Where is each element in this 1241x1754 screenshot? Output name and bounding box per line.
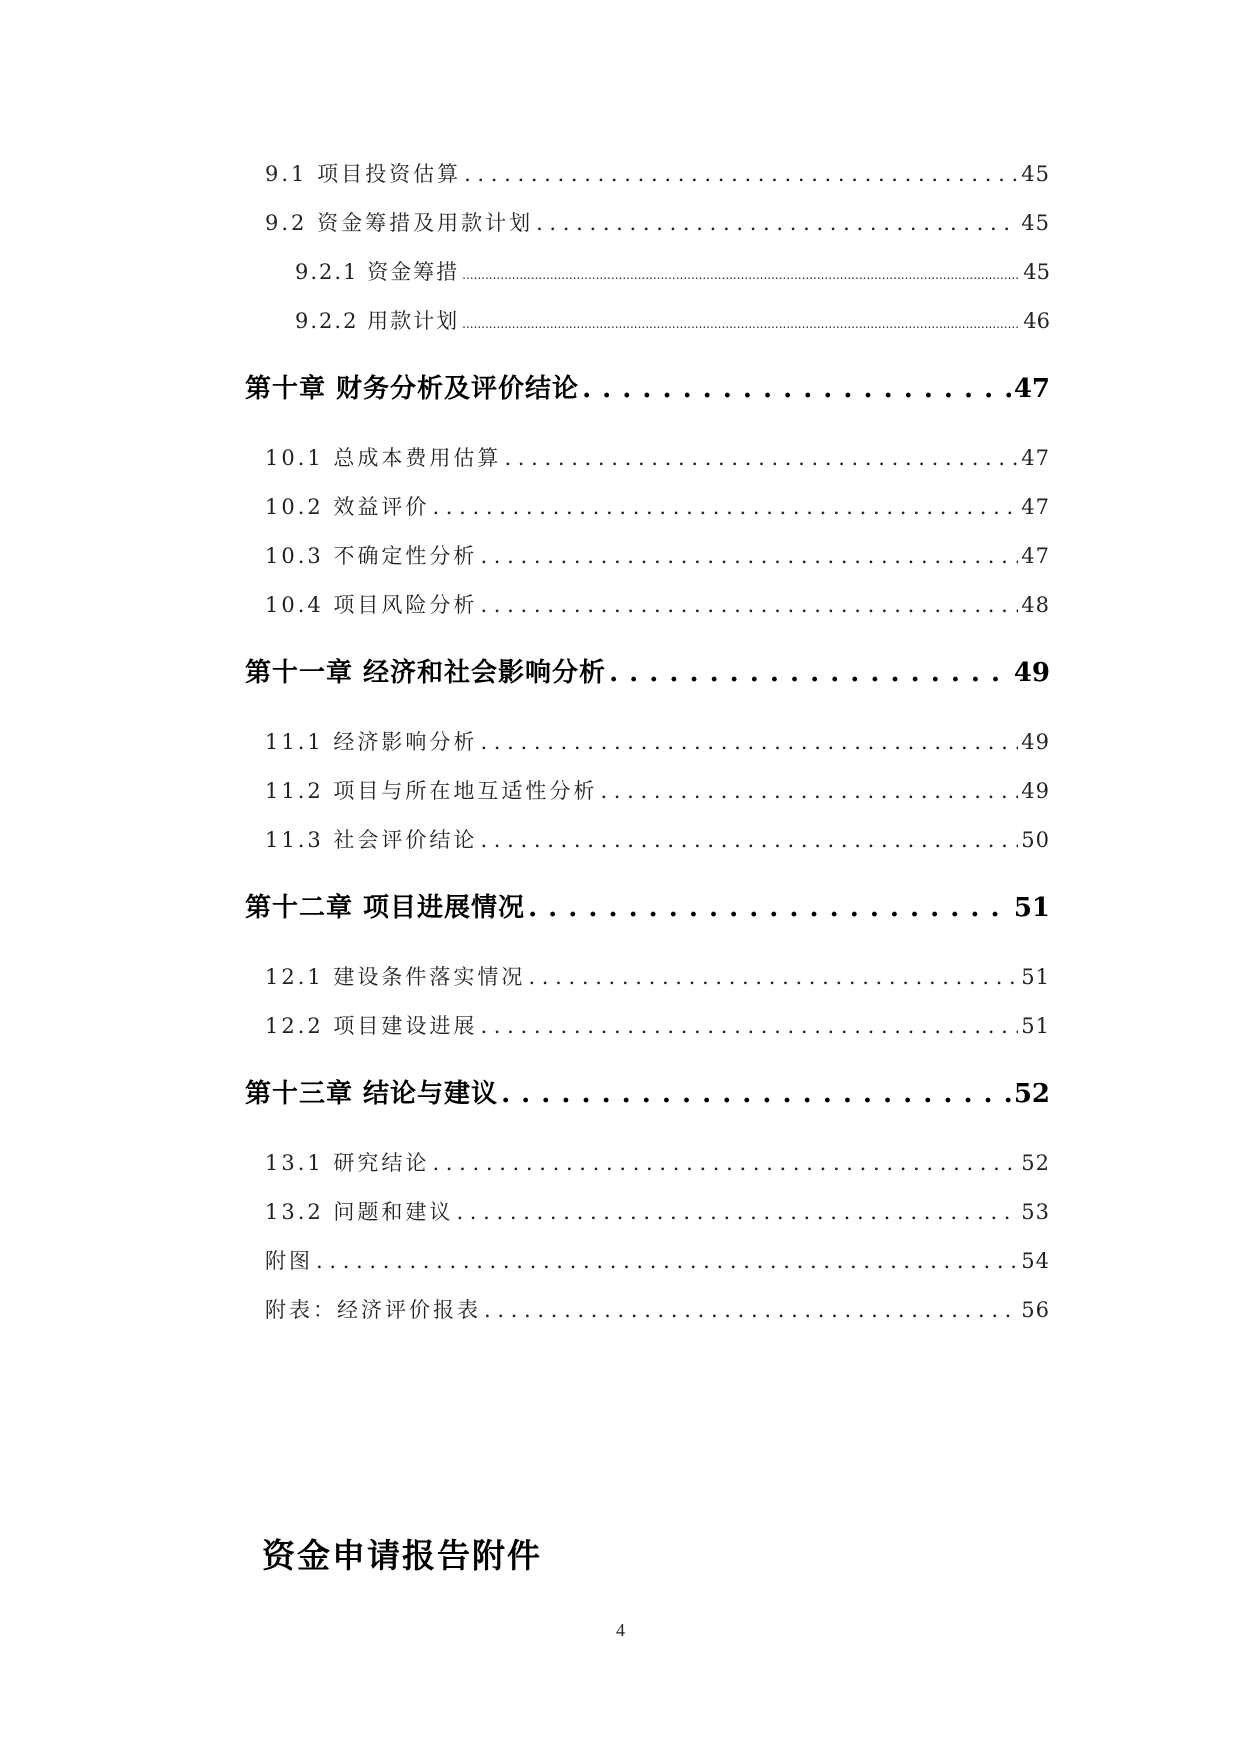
toc-entry-label: 11.3 社会评价结论 bbox=[265, 828, 478, 852]
toc-entry[interactable] bbox=[265, 1295, 1050, 1325]
toc-leader-dots bbox=[582, 370, 1011, 408]
toc-chapter-label: 第十三章 结论与建议 bbox=[245, 1079, 499, 1109]
toc-entry-page: 51 bbox=[1021, 965, 1050, 989]
toc-entry-page: 56 bbox=[1021, 1298, 1050, 1322]
toc-chapter-page: 47 bbox=[1013, 374, 1050, 404]
toc-entry[interactable] bbox=[265, 208, 1050, 238]
toc-leader-dots bbox=[480, 1011, 1018, 1041]
toc-chapter-entry[interactable] bbox=[245, 1075, 1050, 1113]
toc-leader-dots bbox=[501, 1075, 1011, 1113]
toc-entry-label: 9.2 资金筹措及用款计划 bbox=[265, 211, 534, 235]
toc-chapter-page: 49 bbox=[1013, 658, 1050, 688]
toc-chapter-label: 第十一章 经济和社会影响分析 bbox=[245, 658, 607, 688]
toc-entry-page: 47 bbox=[1021, 544, 1050, 568]
toc-entry-label: 11.1 经济影响分析 bbox=[265, 730, 478, 754]
toc-entry-page: 51 bbox=[1021, 1014, 1050, 1038]
toc-leader-dots bbox=[528, 889, 1011, 927]
toc-chapter-entry[interactable] bbox=[245, 654, 1050, 692]
toc-entry-page: 47 bbox=[1021, 495, 1050, 519]
toc-entry-page: 53 bbox=[1021, 1200, 1050, 1224]
toc-leader-dots bbox=[316, 1246, 1018, 1276]
toc-entry[interactable] bbox=[265, 590, 1050, 620]
toc-entry-label: 12.2 项目建设进展 bbox=[265, 1014, 478, 1038]
toc-leader-dots bbox=[462, 257, 1020, 287]
toc-entry[interactable] bbox=[295, 257, 1050, 287]
toc-chapter-entry[interactable] bbox=[245, 370, 1050, 408]
toc-leader-dots bbox=[484, 1295, 1018, 1325]
toc-entry[interactable] bbox=[265, 962, 1050, 992]
toc-leader-dots bbox=[462, 306, 1020, 336]
toc-entry-label: 9.2.2 用款计划 bbox=[295, 309, 460, 333]
toc-entry-label: 10.2 效益评价 bbox=[265, 495, 430, 519]
toc-entry-page: 48 bbox=[1021, 593, 1050, 617]
toc-leader-dots bbox=[456, 1197, 1018, 1227]
toc-chapter-page: 51 bbox=[1013, 893, 1050, 923]
toc-entry[interactable] bbox=[265, 825, 1050, 855]
toc-entry[interactable] bbox=[265, 776, 1050, 806]
toc-entry-page: 46 bbox=[1023, 309, 1050, 333]
page-number: 4 bbox=[616, 1620, 625, 1640]
toc-entry-page: 50 bbox=[1021, 828, 1050, 852]
toc-leader-dots bbox=[480, 590, 1018, 620]
toc-entry-label: 10.1 总成本费用估算 bbox=[265, 446, 502, 470]
toc-entry[interactable] bbox=[265, 443, 1050, 473]
toc-leader-dots bbox=[504, 443, 1018, 473]
toc-leader-dots bbox=[480, 825, 1018, 855]
toc-entry[interactable] bbox=[265, 541, 1050, 571]
toc-leader-dots bbox=[432, 1148, 1018, 1178]
toc-entry-label: 9.1 项目投资估算 bbox=[265, 162, 462, 186]
toc-entry-page: 54 bbox=[1021, 1249, 1050, 1273]
toc-entry-page: 47 bbox=[1021, 446, 1050, 470]
attachment-heading: 资金申请报告附件 bbox=[262, 1536, 542, 1575]
toc-leader-dots bbox=[609, 654, 1011, 692]
toc-entry[interactable] bbox=[265, 1011, 1050, 1041]
toc-entry-label: 13.2 问题和建议 bbox=[265, 1200, 454, 1224]
toc-leader-dots bbox=[480, 727, 1018, 757]
toc-entry[interactable] bbox=[265, 1148, 1050, 1178]
toc-chapter-page: 52 bbox=[1013, 1079, 1050, 1109]
toc-leader-dots bbox=[528, 962, 1018, 992]
toc-entry-label: 13.1 研究结论 bbox=[265, 1151, 430, 1175]
toc-entry-page: 49 bbox=[1021, 730, 1050, 754]
toc-entry-page: 45 bbox=[1021, 162, 1050, 186]
toc-entry-page: 52 bbox=[1021, 1151, 1050, 1175]
toc-chapter-label: 第十章 财务分析及评价结论 bbox=[245, 374, 580, 404]
toc-entry-label: 9.2.1 资金筹措 bbox=[295, 260, 460, 284]
toc-entry-page: 45 bbox=[1023, 260, 1050, 284]
toc-leader-dots bbox=[536, 208, 1018, 238]
toc-entry[interactable] bbox=[295, 306, 1050, 336]
toc-entry-label: 附图 bbox=[265, 1249, 313, 1273]
toc-entry[interactable] bbox=[265, 492, 1050, 522]
toc-entry[interactable] bbox=[265, 159, 1050, 189]
toc-entry-page: 49 bbox=[1021, 779, 1050, 803]
toc-entry[interactable] bbox=[265, 1197, 1050, 1227]
toc-chapter-label: 第十二章 项目进展情况 bbox=[245, 893, 526, 923]
toc-entry[interactable] bbox=[265, 1246, 1050, 1276]
toc-leader-dots bbox=[464, 159, 1018, 189]
toc-leader-dots bbox=[432, 492, 1018, 522]
toc-entry-label: 11.2 项目与所在地互适性分析 bbox=[265, 779, 598, 803]
toc-chapter-entry[interactable] bbox=[245, 889, 1050, 927]
toc-entry-label: 10.3 不确定性分析 bbox=[265, 544, 478, 568]
toc-leader-dots bbox=[480, 541, 1018, 571]
toc-entry-label: 附表：经济评价报表 bbox=[265, 1298, 481, 1322]
toc-entry-label: 12.1 建设条件落实情况 bbox=[265, 965, 526, 989]
toc-entry-label: 10.4 项目风险分析 bbox=[265, 593, 478, 617]
toc-entry[interactable] bbox=[265, 727, 1050, 757]
toc-leader-dots bbox=[600, 776, 1018, 806]
toc-entry-page: 45 bbox=[1021, 211, 1050, 235]
